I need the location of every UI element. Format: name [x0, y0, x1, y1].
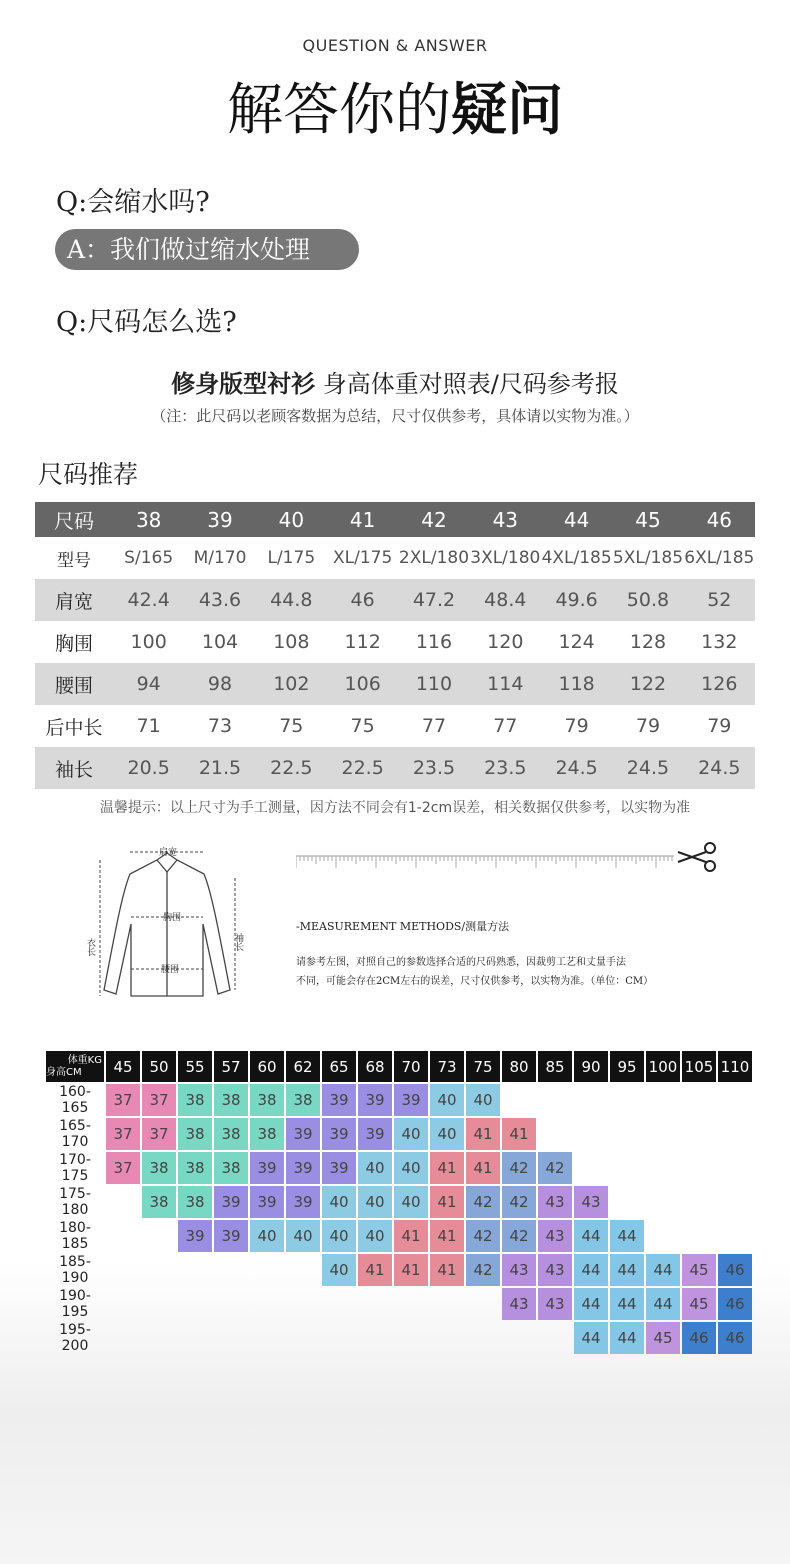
- size-cell: 22.5: [327, 747, 398, 789]
- size-cell: 20.5: [113, 747, 184, 789]
- chart-empty-cell: [610, 1152, 644, 1184]
- chart-empty-cell: [682, 1084, 716, 1116]
- size-cell: 42.4: [113, 579, 184, 621]
- size-row-label: 尺码: [35, 502, 113, 537]
- chart-empty-cell: [358, 1322, 392, 1354]
- chart-size-cell: 45: [682, 1254, 716, 1286]
- chart-empty-cell: [646, 1118, 680, 1150]
- size-cell: 114: [470, 663, 541, 705]
- size-row-label: 型号: [57, 550, 91, 571]
- qa-title-plain: 解答你的: [227, 78, 451, 143]
- chart-size-cell: 38: [142, 1186, 176, 1218]
- chart-empty-cell: [214, 1254, 248, 1286]
- size-row-label: 后中长: [45, 716, 103, 739]
- chart-size-cell: 40: [430, 1084, 464, 1116]
- size-cell: 39: [184, 502, 255, 537]
- chart-empty-cell: [682, 1186, 716, 1218]
- chart-empty-cell: [718, 1186, 752, 1218]
- chart-header-row: [46, 1051, 752, 1082]
- chart-empty-cell: [142, 1220, 176, 1252]
- chart-row: [46, 1288, 752, 1320]
- size-cell: 5XL/185: [612, 548, 684, 568]
- chart-weight-header: 70: [394, 1051, 428, 1082]
- chart-empty-cell: [574, 1118, 608, 1150]
- chart-size-cell: 40: [394, 1118, 428, 1150]
- chart-height-label: 185-190: [59, 1254, 91, 1286]
- chart-size-cell: 38: [178, 1084, 212, 1116]
- size-cell: 132: [701, 631, 738, 653]
- size-cell: 110: [398, 663, 469, 705]
- chart-size-cell: 38: [250, 1118, 284, 1150]
- chart-size-cell: 40: [322, 1186, 356, 1218]
- chart-empty-cell: [646, 1186, 680, 1218]
- chart-empty-cell: [430, 1288, 464, 1320]
- size-cell: 102: [256, 663, 327, 705]
- chart-size-cell: 38: [178, 1186, 212, 1218]
- chart-size-cell: 44: [610, 1288, 644, 1320]
- chart-empty-cell: [106, 1254, 140, 1286]
- chart-height-label: 195-200: [59, 1322, 91, 1354]
- chart-size-cell: 38: [214, 1084, 248, 1116]
- chart-size-cell: 37: [106, 1118, 140, 1150]
- chart-empty-cell: [610, 1084, 644, 1116]
- chart-weight-header: 57: [214, 1051, 248, 1082]
- size-cell: 100: [130, 631, 167, 653]
- chart-size-cell: 45: [646, 1322, 680, 1354]
- chart-size-cell: 44: [574, 1288, 608, 1320]
- chart-size-cell: 37: [106, 1084, 140, 1116]
- size-subtitle: [0, 364, 790, 399]
- chart-size-cell: 46: [718, 1288, 752, 1320]
- chart-size-cell: 38: [214, 1152, 248, 1184]
- size-cell: 79: [707, 715, 732, 737]
- size-cell: 23.5: [470, 747, 541, 789]
- chart-size-cell: 38: [178, 1152, 212, 1184]
- chart-weight-header: 73: [430, 1051, 464, 1082]
- chart-empty-cell: [142, 1254, 176, 1286]
- size-cell: 43: [470, 502, 541, 537]
- size-cell: 108: [273, 631, 310, 653]
- size-cell: 40: [256, 502, 327, 537]
- chart-empty-cell: [610, 1186, 644, 1218]
- size-recommend-heading: 尺码推荐: [38, 460, 139, 489]
- chart-weight-header: 110: [718, 1051, 752, 1082]
- chart-empty-cell: [214, 1322, 248, 1354]
- size-cell: 94: [113, 663, 184, 705]
- size-cell: 79: [635, 715, 661, 737]
- size-cell: 122: [612, 663, 683, 705]
- chart-size-cell: 41: [430, 1186, 464, 1218]
- chart-empty-cell: [250, 1288, 284, 1320]
- chart-size-cell: 42: [466, 1186, 500, 1218]
- chart-size-cell: 40: [394, 1152, 428, 1184]
- chart-empty-cell: [502, 1322, 536, 1354]
- chart-size-cell: 37: [142, 1084, 176, 1116]
- chart-size-cell: 41: [358, 1254, 392, 1286]
- chart-size-cell: 39: [322, 1118, 356, 1150]
- chart-size-cell: 38: [286, 1084, 320, 1116]
- chart-size-cell: 44: [610, 1322, 644, 1354]
- size-cell: 112: [344, 631, 381, 653]
- chart-size-cell: 43: [538, 1254, 572, 1286]
- corner-weight-label: 体重KG: [67, 1054, 102, 1066]
- size-cell: 75: [279, 715, 304, 737]
- chart-size-cell: 41: [466, 1152, 500, 1184]
- chart-size-cell: 44: [646, 1288, 680, 1320]
- chart-size-cell: 39: [286, 1118, 320, 1150]
- chart-size-cell: 39: [358, 1118, 392, 1150]
- chart-empty-cell: [646, 1220, 680, 1252]
- chart-row: [46, 1186, 752, 1218]
- chart-size-cell: 44: [646, 1254, 680, 1286]
- size-table-row: [35, 621, 755, 663]
- chart-empty-cell: [718, 1152, 752, 1184]
- label-sleeve: 袖长: [233, 933, 243, 951]
- chart-size-cell: 41: [394, 1220, 428, 1252]
- height-weight-chart: [44, 1049, 754, 1356]
- chart-size-cell: 42: [502, 1186, 536, 1218]
- chart-size-cell: 41: [466, 1118, 500, 1150]
- chart-height-label: 160-165: [59, 1084, 91, 1116]
- size-cell: 24.5: [612, 747, 683, 789]
- chart-empty-cell: [718, 1084, 752, 1116]
- size-cell: 23.5: [398, 747, 469, 789]
- measurement-desc-2: 不同，可能会存在2CM左右的误差，尺寸仅供参考，以实物为准。（单位：CM）: [296, 976, 654, 987]
- size-cell: 50.8: [612, 579, 683, 621]
- chart-weight-header: 68: [358, 1051, 392, 1082]
- chart-size-cell: 40: [250, 1220, 284, 1252]
- chart-height-label: 175-180: [59, 1186, 91, 1218]
- size-cell: 24.5: [684, 747, 755, 789]
- size-cell: 6XL/185: [684, 548, 755, 568]
- chart-empty-cell: [106, 1288, 140, 1320]
- chart-empty-cell: [286, 1322, 320, 1354]
- chart-size-cell: 39: [286, 1152, 320, 1184]
- label-length: 衣长: [85, 938, 95, 956]
- size-cell: 43.6: [184, 579, 255, 621]
- size-cell: 21.5: [184, 747, 255, 789]
- size-table-row: [35, 747, 755, 789]
- size-cell: 44.8: [256, 579, 327, 621]
- chart-empty-cell: [250, 1322, 284, 1354]
- chart-size-cell: 39: [250, 1152, 284, 1184]
- chart-size-cell: 40: [394, 1186, 428, 1218]
- chart-empty-cell: [682, 1118, 716, 1150]
- subtitle-rest: 身高体重对照表/尺码参考报: [315, 370, 619, 398]
- size-cell: 71: [136, 715, 161, 737]
- chart-corner: [46, 1051, 104, 1082]
- size-cell: XL/175: [333, 548, 393, 568]
- size-cell: 38: [113, 502, 184, 537]
- chart-weight-header: 50: [142, 1051, 176, 1082]
- chart-row: [46, 1084, 752, 1116]
- shirt-measurement-diagram: [72, 838, 262, 1013]
- size-cell: M/170: [193, 548, 247, 568]
- chart-empty-cell: [322, 1322, 356, 1354]
- chart-size-cell: 43: [538, 1186, 572, 1218]
- chart-empty-cell: [466, 1288, 500, 1320]
- size-cell: 120: [487, 631, 524, 653]
- chart-size-cell: 38: [250, 1084, 284, 1116]
- chart-size-cell: 40: [358, 1186, 392, 1218]
- ruler-dashes: [296, 848, 676, 878]
- chart-empty-cell: [394, 1322, 428, 1354]
- chart-size-cell: 43: [502, 1288, 536, 1320]
- chart-empty-cell: [574, 1084, 608, 1116]
- chart-size-cell: 43: [538, 1288, 572, 1320]
- size-row-label: 肩宽: [35, 579, 113, 621]
- chart-empty-cell: [286, 1288, 320, 1320]
- chart-size-cell: 46: [682, 1322, 716, 1354]
- size-cell: 79: [564, 715, 589, 737]
- qa-chinese-title: [0, 66, 790, 146]
- size-cell: 2XL/180: [398, 548, 470, 568]
- size-cell: 77: [493, 715, 518, 737]
- chart-empty-cell: [106, 1322, 140, 1354]
- chart-row: [46, 1152, 752, 1184]
- chart-size-cell: 44: [574, 1322, 608, 1354]
- chart-size-cell: 40: [322, 1254, 356, 1286]
- chart-height-label: 180-185: [59, 1220, 91, 1252]
- size-cell: 52: [684, 579, 755, 621]
- chart-row: [46, 1254, 752, 1286]
- size-cell: 24.5: [541, 747, 612, 789]
- chart-size-cell: 39: [214, 1220, 248, 1252]
- chart-height-label: 190-195: [59, 1288, 91, 1320]
- chart-size-cell: 39: [358, 1084, 392, 1116]
- chart-empty-cell: [682, 1220, 716, 1252]
- chart-weight-header: 85: [538, 1051, 572, 1082]
- chart-empty-cell: [250, 1254, 284, 1286]
- chart-weight-header: 90: [574, 1051, 608, 1082]
- chart-height-label: 170-175: [59, 1152, 91, 1184]
- chart-size-cell: 40: [322, 1220, 356, 1252]
- chart-size-cell: 41: [430, 1220, 464, 1252]
- chart-empty-cell: [466, 1322, 500, 1354]
- chart-empty-cell: [178, 1322, 212, 1354]
- size-cell: 98: [184, 663, 255, 705]
- size-cell: 124: [558, 631, 595, 653]
- question-shrink: Q:会缩水吗?: [56, 187, 210, 218]
- size-cell: 73: [207, 715, 233, 737]
- chart-size-cell: 41: [394, 1254, 428, 1286]
- size-cell: 4XL/185: [541, 548, 612, 568]
- qa-english-title: QUESTION & ANSWER: [302, 36, 488, 55]
- chart-size-cell: 39: [322, 1152, 356, 1184]
- chart-size-cell: 42: [466, 1220, 500, 1252]
- size-cell: 48.4: [470, 579, 541, 621]
- size-cell: L/175: [267, 548, 316, 568]
- chart-size-cell: 44: [610, 1254, 644, 1286]
- chart-weight-header: 80: [502, 1051, 536, 1082]
- size-row-label: 胸围: [54, 632, 93, 655]
- chart-size-cell: 40: [358, 1152, 392, 1184]
- size-table-row: [35, 663, 755, 705]
- chart-size-cell: 41: [430, 1254, 464, 1286]
- measurement-desc-1: 请参考左图，对照自己的参数选择合适的尺码熟悉，因裁剪工艺和丈量手法: [296, 957, 626, 968]
- size-table: [35, 502, 755, 789]
- chart-size-cell: 39: [286, 1186, 320, 1218]
- chart-size-cell: 38: [142, 1152, 176, 1184]
- chart-empty-cell: [394, 1288, 428, 1320]
- chart-row: [46, 1220, 752, 1252]
- chart-size-cell: 43: [502, 1254, 536, 1286]
- chart-empty-cell: [142, 1322, 176, 1354]
- chart-empty-cell: [286, 1254, 320, 1286]
- chart-empty-cell: [538, 1084, 572, 1116]
- chart-size-cell: 39: [394, 1084, 428, 1116]
- size-tip: 温馨提示：以上尺寸为手工测量，因方法不同会有1-2cm误差，相关数据仅供参考，以实物为准: [99, 800, 691, 816]
- size-cell: 22.5: [256, 747, 327, 789]
- chart-weight-header: 65: [322, 1051, 356, 1082]
- chart-size-cell: 39: [250, 1186, 284, 1218]
- chart-size-cell: 45: [682, 1288, 716, 1320]
- chart-weight-header: 45: [106, 1051, 140, 1082]
- chart-row: [46, 1322, 752, 1354]
- chart-size-cell: 43: [538, 1220, 572, 1252]
- chart-empty-cell: [574, 1152, 608, 1184]
- size-row-label: 腰围: [35, 663, 113, 705]
- scissors-icon: [676, 840, 720, 874]
- chart-weight-header: 105: [682, 1051, 716, 1082]
- chart-empty-cell: [646, 1152, 680, 1184]
- chart-empty-cell: [178, 1288, 212, 1320]
- chart-empty-cell: [538, 1118, 572, 1150]
- chart-size-cell: 40: [466, 1084, 500, 1116]
- chart-size-cell: 42: [538, 1152, 572, 1184]
- chart-empty-cell: [610, 1118, 644, 1150]
- chart-height-label: 165-170: [59, 1118, 91, 1150]
- size-cell: 118: [541, 663, 612, 705]
- size-cell: 46: [327, 579, 398, 621]
- size-cell: 75: [350, 715, 375, 737]
- chart-size-cell: 37: [106, 1152, 140, 1184]
- size-cell: 77: [421, 715, 447, 737]
- chart-empty-cell: [214, 1288, 248, 1320]
- question-size: Q:尺码怎么选?: [56, 307, 237, 338]
- chart-empty-cell: [718, 1220, 752, 1252]
- chart-size-cell: 37: [142, 1118, 176, 1150]
- answer-shrink-pill: A：我们做过缩水处理: [55, 229, 359, 270]
- chart-size-cell: 44: [574, 1254, 608, 1286]
- chart-size-cell: 39: [178, 1220, 212, 1252]
- subtitle-bold: 修身版型衬衫: [171, 370, 316, 398]
- size-table-row: [35, 537, 755, 579]
- size-cell: 104: [201, 631, 239, 653]
- chart-size-cell: 40: [286, 1220, 320, 1252]
- chart-empty-cell: [106, 1220, 140, 1252]
- chart-weight-header: 95: [610, 1051, 644, 1082]
- qa-title-bold: 疑问: [451, 78, 563, 143]
- size-cell: 3XL/180: [470, 548, 541, 568]
- chart-empty-cell: [106, 1186, 140, 1218]
- size-cell: 46: [684, 502, 755, 537]
- measurement-title: -MEASUREMENT METHODS/测量方法: [296, 920, 510, 933]
- size-cell: 47.2: [398, 579, 469, 621]
- chart-empty-cell: [682, 1152, 716, 1184]
- chart-size-cell: 40: [430, 1118, 464, 1150]
- chart-size-cell: 38: [178, 1118, 212, 1150]
- chart-size-cell: 42: [502, 1220, 536, 1252]
- chart-empty-cell: [178, 1254, 212, 1286]
- size-cell: 49.6: [541, 579, 612, 621]
- size-cell: 45: [612, 502, 683, 537]
- size-cell: S/165: [124, 548, 174, 568]
- chart-size-cell: 41: [502, 1118, 536, 1150]
- chart-empty-cell: [142, 1288, 176, 1320]
- chart-weight-header: 75: [466, 1051, 500, 1082]
- size-cell: 116: [415, 631, 453, 653]
- chart-size-cell: 46: [718, 1254, 752, 1286]
- chart-row: [46, 1118, 752, 1150]
- chart-size-cell: 38: [214, 1118, 248, 1150]
- chart-weight-header: 55: [178, 1051, 212, 1082]
- chart-empty-cell: [430, 1322, 464, 1354]
- size-table-row: [35, 579, 755, 621]
- chart-size-cell: 40: [358, 1220, 392, 1252]
- size-cell: 41: [327, 502, 398, 537]
- chart-size-cell: 39: [322, 1084, 356, 1116]
- chart-weight-header: 60: [250, 1051, 284, 1082]
- chart-weight-header: 62: [286, 1051, 320, 1082]
- size-note: （注：此尺码以老顾客数据为总结，尺寸仅供参考，具体请以实物为准。）: [151, 407, 639, 425]
- size-table-row: [35, 705, 755, 747]
- chart-size-cell: 42: [502, 1152, 536, 1184]
- chart-empty-cell: [502, 1084, 536, 1116]
- size-table-header: [35, 502, 755, 537]
- size-row-label: 袖长: [35, 747, 113, 789]
- size-cell: 128: [629, 631, 667, 653]
- size-cell: 42: [398, 502, 469, 537]
- corner-height-label: 身高CM: [46, 1066, 82, 1078]
- chart-size-cell: 41: [430, 1152, 464, 1184]
- chart-size-cell: 39: [214, 1186, 248, 1218]
- label-waist: 腰围: [160, 965, 180, 975]
- chart-size-cell: 44: [610, 1220, 644, 1252]
- size-cell: 106: [327, 663, 398, 705]
- chart-size-cell: 44: [574, 1220, 608, 1252]
- chart-weight-header: 100: [646, 1051, 680, 1082]
- size-cell: 126: [684, 663, 755, 705]
- chart-empty-cell: [322, 1288, 356, 1320]
- chart-size-cell: 43: [574, 1186, 608, 1218]
- label-chest: 胸围: [162, 913, 182, 923]
- chart-empty-cell: [538, 1322, 572, 1354]
- chart-empty-cell: [646, 1084, 680, 1116]
- chart-size-cell: 42: [466, 1254, 500, 1286]
- label-shoulder: 肩宽: [158, 848, 178, 858]
- chart-empty-cell: [718, 1118, 752, 1150]
- chart-empty-cell: [358, 1288, 392, 1320]
- chart-size-cell: 46: [718, 1322, 752, 1354]
- size-cell: 44: [541, 502, 612, 537]
